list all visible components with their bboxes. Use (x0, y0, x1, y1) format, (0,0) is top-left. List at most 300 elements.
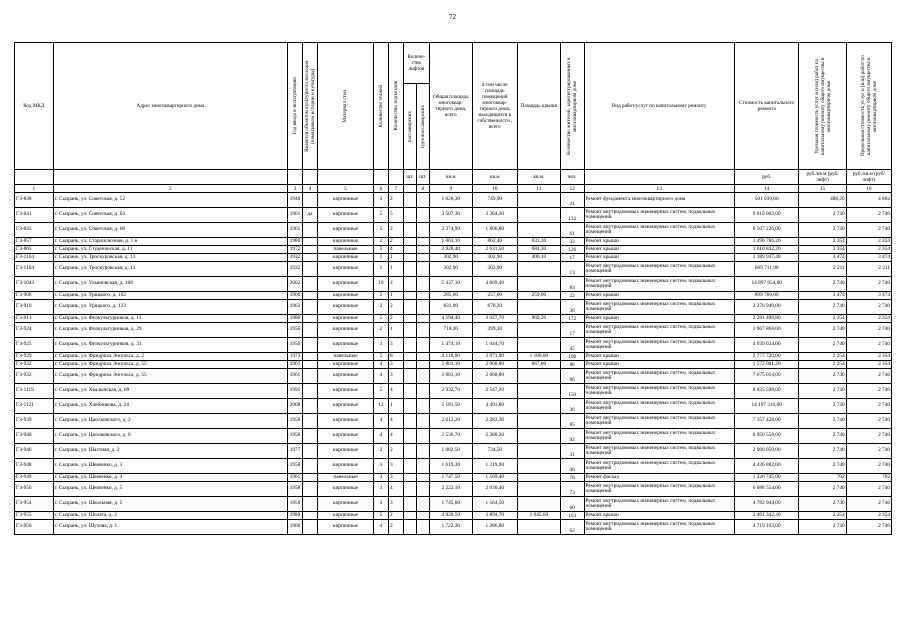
cell-lp (403, 223, 416, 238)
cell-max: 2 211 (846, 262, 891, 277)
cell-work: Ремонт крыши (584, 353, 734, 361)
cell-unit: 3 474 (799, 292, 846, 300)
cell-cost: 1 226 745,00 (734, 474, 798, 482)
header-entrances: Количество подъездов (388, 43, 403, 170)
cell-lp (403, 520, 416, 535)
cell-her (303, 262, 318, 277)
table-row (15, 238, 892, 246)
cell-unit: 2 740 (799, 482, 846, 497)
cell-id: ГЗ-641 (15, 208, 54, 223)
cell-fl: 3 (373, 459, 388, 474)
cell-work: Ремонт внутридомовых инженерных систем, подвальных помещений (584, 459, 734, 474)
cell-max: 702 (846, 474, 891, 482)
cell-her (303, 315, 318, 323)
cell-wall: кирпичные (318, 369, 374, 384)
cell-roof (517, 520, 560, 535)
cell-roof (517, 474, 560, 482)
cell-work: Ремонт внутридомовых инженерных систем, подвальных помещений (584, 399, 734, 414)
cell-addr: г. Сызрань, ул. Советская, д. 63 (53, 208, 287, 223)
cell-cost: 1 967 868,00 (734, 323, 798, 338)
cell-lp (403, 238, 416, 246)
cell-unit: 2 740 (799, 323, 846, 338)
cell-area: 5 181,50 (429, 399, 472, 414)
cell-id: ГЗ-929 (15, 353, 54, 361)
cell-work: Ремонт крыши (584, 246, 734, 254)
cell-year: 1961 (287, 369, 302, 384)
cell-work: Ремонт внутридомовых инженерных систем, подвальных помещений (584, 300, 734, 315)
column-number: 5 (318, 185, 374, 193)
page-number: 72 (449, 13, 456, 21)
cell-fl: 3 (373, 474, 388, 482)
cell-roof: 684,30 (517, 246, 560, 254)
cell-her (303, 361, 318, 369)
cell-work: Ремонт внутридомовых инженерных систем, подвальных помещений (584, 262, 734, 277)
cell-lc (416, 262, 429, 277)
cell-lc (416, 315, 429, 323)
table-row (15, 444, 892, 459)
header-roof: Площадь крыши (517, 43, 560, 170)
table-row (15, 459, 892, 474)
table-row (15, 323, 892, 338)
cell-year: 1977 (287, 444, 302, 459)
cell-area: 1 474,10 (429, 338, 472, 353)
cell-wall: кирпичные (318, 361, 374, 369)
cell-lp (403, 262, 416, 277)
table-row (15, 292, 892, 300)
cell-year: 1958 (287, 482, 302, 497)
table-row (15, 315, 892, 323)
cell-own: 862,40 (472, 238, 517, 246)
cell-unit: 2 740 (799, 300, 846, 315)
cell-own: 2 030,40 (472, 482, 517, 497)
cell-cost: 4 039 034,00 (734, 338, 798, 353)
cell-res: 17 (560, 254, 584, 262)
table-row (15, 429, 892, 444)
cell-her (303, 512, 318, 520)
cell-cost: 2 966 050,00 (734, 444, 798, 459)
cell-res: 73 (560, 482, 584, 497)
cell-work: Ремонт внутридомовых инженерных систем, подвальных помещений (584, 497, 734, 512)
cell-id: ГЗ-940 (15, 429, 54, 444)
cell-fl: 5 (373, 208, 388, 223)
cell-id: ГЗ-948 (15, 459, 54, 474)
cell-unit: 2 740 (799, 277, 846, 292)
cell-lp (403, 208, 416, 223)
cell-year: 1958 (287, 459, 302, 474)
table-row (15, 223, 892, 238)
cell-addr: г. Сызрань, ул. Физкультурников, д. 29 (53, 323, 287, 338)
cell-area: 1 747,50 (429, 474, 472, 482)
cell-area: 718,20 (429, 323, 472, 338)
cell-id: ГЗ-1104 (15, 254, 54, 262)
cell-roof: 400,10 (517, 254, 560, 262)
cell-lp (403, 277, 416, 292)
cell-work: Ремонт внутридомовых инженерных систем, подвальных помещений (584, 444, 734, 459)
cell-lc (416, 300, 429, 315)
column-number: 11 (517, 185, 560, 193)
cell-wall: кирпичные (318, 338, 374, 353)
cell-ent: 3 (388, 338, 403, 353)
cell-work: Ремонт внутридомовых инженерных систем, подвальных помещений (584, 323, 734, 338)
cell-id: ГЗ-932 (15, 369, 54, 384)
cell-her (303, 520, 318, 535)
column-number: 10 (472, 185, 517, 193)
cell-wall: кирпичные (318, 520, 374, 535)
cell-res: 83 (560, 277, 584, 292)
cell-max: 2 354 (846, 238, 891, 246)
cell-addr: г. Сызрань, ул. Физкультурников, д. 31 (53, 338, 287, 353)
cell-roof (517, 459, 560, 474)
cell-roof (517, 277, 560, 292)
cell-area: 4 118,60 (429, 353, 472, 361)
cell-cost: 6 950 558,00 (734, 429, 798, 444)
cell-addr: г. Сызрань, ул. Хлебникова, д. 24 (53, 399, 287, 414)
cell-lp (403, 474, 416, 482)
cell-roof: 667,80 (517, 361, 560, 369)
cell-unit: 2 354 (799, 238, 846, 246)
cell-res: 36 (560, 300, 584, 315)
cell-her (303, 223, 318, 238)
cell-wall: кирпичные (318, 223, 374, 238)
column-number: 14 (734, 185, 798, 193)
cell-id: ГЗ-939 (15, 414, 54, 429)
cell-res: 13 (560, 262, 584, 277)
table-row (15, 474, 892, 482)
cell-addr: г. Сызрань, ул. Троскуровская, д. 13 (53, 254, 287, 262)
cell-ent: 1 (388, 254, 403, 262)
cell-wall: кирпичные (318, 262, 374, 277)
cell-addr: г. Сызрань, ул. Урицкого, д. 123 (53, 300, 287, 315)
cell-own: 4 669,40 (472, 277, 517, 292)
cell-lp (403, 444, 416, 459)
cell-own: 1 286,80 (472, 520, 517, 535)
column-number: 9 (429, 185, 472, 193)
cell-fl: 4 (373, 520, 388, 535)
cell-her (303, 353, 318, 361)
cell-year: 1932 (287, 254, 302, 262)
cell-lp (403, 246, 416, 254)
cell-area: 2 928,40 (429, 246, 472, 254)
cell-ent: 8 (388, 353, 403, 361)
table-row (15, 254, 892, 262)
header-area-total: Общая площадь многоквар-тирного дома, всего (429, 43, 472, 170)
cell-work: Ремонт внутридомовых инженерных систем, подвальных помещений (584, 482, 734, 497)
cell-res: 46 (560, 459, 584, 474)
table-row (15, 414, 892, 429)
cell-id: ГЗ-1104 (15, 262, 54, 277)
cell-id: ГЗ-865 (15, 246, 54, 254)
cell-cost: 2 461 342,40 (734, 512, 798, 520)
cell-lp (403, 482, 416, 497)
cell-unit: 2 740 (799, 384, 846, 399)
cell-id: ГЗ-956 (15, 520, 54, 535)
header-unit-cost: Удельная стоимость услуг и (или) работ по капитальному ремонту общего имущества в многоквартирном доме (799, 43, 846, 170)
cell-roof (517, 482, 560, 497)
cell-year: 1960 (287, 520, 302, 535)
cell-wall: кирпичные (318, 208, 374, 223)
header-cost: Стоимость капитального ремонта (734, 43, 798, 170)
cell-ent: 1 (388, 399, 403, 414)
cell-res: 33 (560, 238, 584, 246)
cell-max: 2 740 (846, 384, 891, 399)
cell-ent: 3 (388, 474, 403, 482)
table-row (15, 369, 892, 384)
cell-unit: 3 474 (799, 254, 846, 262)
cell-max: 2 354 (846, 361, 891, 369)
cell-ent: 2 (388, 444, 403, 459)
cell-res: 31 (560, 444, 584, 459)
cell-her (303, 338, 318, 353)
cell-own: 1 219,90 (472, 459, 517, 474)
cell-her (303, 300, 318, 315)
cell-addr: г. Сызрань, ул. Советская, д. 52 (53, 193, 287, 208)
cell-max: 4 882 (846, 193, 891, 208)
cell-year: 1940 (287, 193, 302, 208)
cell-work: Ремонт фундамента многоквартирного дома (584, 193, 734, 208)
cell-year: 1932 (287, 262, 302, 277)
cell-lc (416, 254, 429, 262)
cell-lp (403, 292, 416, 300)
cell-own: 399,30 (472, 323, 517, 338)
cell-max: 2 740 (846, 223, 891, 238)
cell-her (303, 497, 318, 512)
cell-wall: кирпичные (318, 315, 374, 323)
cell-area: 1 619,30 (429, 459, 472, 474)
cell-id: ГЗ-932 (15, 361, 54, 369)
cell-max: 2 740 (846, 369, 891, 384)
cell-roof (517, 429, 560, 444)
cell-roof (517, 444, 560, 459)
table-row (15, 193, 892, 208)
cell-ent: 2 (388, 223, 403, 238)
cell-lp (403, 497, 416, 512)
cell-addr: г. Сызрань, ул. Шахтная, д. 2 (53, 444, 287, 459)
cell-ent: 4 (388, 384, 403, 399)
cell-her (303, 474, 318, 482)
cell-cost: 1 610 842,20 (734, 246, 798, 254)
cell-own: 302,90 (472, 262, 517, 277)
cell-max: 3 474 (846, 292, 891, 300)
cell-lc (416, 246, 429, 254)
cell-unit: 2 740 (799, 429, 846, 444)
cell-id: ГЗ-1043 (15, 277, 54, 292)
header-lift-cargo: грузопассажирских (416, 84, 429, 170)
cell-res: 45 (560, 338, 584, 353)
cell-res: 92 (560, 429, 584, 444)
header-lifts: Количе-ство лифтов (403, 43, 429, 84)
cell-work: Ремонт внутридомовых инженерных систем, подвальных помещений (584, 429, 734, 444)
cell-addr: г. Сызрань, ул. Школьная, д. 5 (53, 497, 287, 512)
header-max-cost: Предельная стоимость услуг и (или) работ по капитальному ремонту общего имущества в многоквартирном доме (846, 43, 891, 170)
cell-addr: г. Сызрань, ул. Шевченко, д. 5 (53, 482, 287, 497)
cell-year: 1995 (287, 384, 302, 399)
cell-addr: г. Сызрань, ул. Советская, д. 68 (53, 223, 287, 238)
cell-cost: 14 197 310,00 (734, 399, 798, 414)
cell-her (303, 369, 318, 384)
column-number: 7 (388, 185, 403, 193)
cell-year: 1961 (287, 474, 302, 482)
cell-ent: 3 (388, 497, 403, 512)
cell-cost: 4 782 944,00 (734, 497, 798, 512)
cell-own: 2 060,80 (472, 369, 517, 384)
cell-lp (403, 414, 416, 429)
cell-lp (403, 384, 416, 399)
cell-ent: 2 (388, 277, 403, 292)
cell-unit: 2 740 (799, 338, 846, 353)
unit-14: руб. (734, 170, 798, 185)
cell-unit: 2 740 (799, 520, 846, 535)
cell-year: 1963 (287, 300, 302, 315)
table-row (15, 277, 892, 292)
cell-own: 302,90 (472, 254, 517, 262)
cell-own: 734,50 (472, 444, 517, 459)
cell-cost: 8 035 598,00 (734, 384, 798, 399)
cell-her (303, 323, 318, 338)
cell-fl: 5 (373, 512, 388, 520)
cell-unit: 2 211 (799, 262, 846, 277)
cell-lc (416, 353, 429, 361)
cell-work: Ремонт крыши (584, 292, 734, 300)
cell-wall: кирпичные (318, 482, 374, 497)
cell-ent: 4 (388, 429, 403, 444)
cell-max: 2 740 (846, 323, 891, 338)
cell-max: 2 740 (846, 208, 891, 223)
cell-own: 1 564,50 (472, 497, 517, 512)
cell-res: 163 (560, 512, 584, 520)
cell-lc (416, 482, 429, 497)
cell-cost: 14 897 654,00 (734, 277, 798, 292)
cell-area: 4 594,40 (429, 315, 472, 323)
cell-wall: панельные (318, 246, 374, 254)
cell-cost: 9 610 002,00 (734, 208, 798, 223)
cell-cost: 501 039,66 (734, 193, 798, 208)
cell-unit: 2 354 (799, 353, 846, 361)
cell-res: 150 (560, 384, 584, 399)
cell-unit: 2 740 (799, 223, 846, 238)
cell-her (303, 399, 318, 414)
cell-year: 1980 (287, 238, 302, 246)
unit-12: чел. (560, 170, 584, 185)
cell-lp (403, 361, 416, 369)
column-number: 16 (846, 185, 891, 193)
cell-lp (403, 315, 416, 323)
column-number-blank (403, 185, 416, 193)
unit-9: кв.м (429, 170, 472, 185)
cell-work: Ремонт крыши (584, 238, 734, 246)
cell-area: 285,60 (429, 292, 472, 300)
cell-fl: 2 (373, 444, 388, 459)
column-number: 4 (303, 185, 318, 193)
cell-wall: кирпичные (318, 497, 374, 512)
cell-addr: г. Сызрань, ул. Хвалынская, д. 89 (53, 384, 287, 399)
cell-lp (403, 338, 416, 353)
cell-own: 4 491,80 (472, 399, 517, 414)
cell-her (303, 254, 318, 262)
cell-cost: 1 572 001,20 (734, 361, 798, 369)
table-row (15, 262, 892, 277)
cell-cost: 1 189 947,40 (734, 254, 798, 262)
cell-lp (403, 300, 416, 315)
cell-res: 61 (560, 223, 584, 238)
table-row (15, 497, 892, 512)
cell-work: Ремонт крыши (584, 361, 734, 369)
table-row (15, 246, 892, 254)
capital-repair-table (14, 42, 892, 535)
cell-max: 2 740 (846, 482, 891, 497)
cell-addr: г. Сызрань, ул. Фридриха Энгельса, д. 55 (53, 361, 287, 369)
cell-unit: 2 740 (799, 414, 846, 429)
cell-work: Ремонт внутридомовых инженерных систем, подвальных помещений (584, 369, 734, 384)
header-year: Год ввода в эксплуатацию (287, 43, 302, 170)
cell-cost: 1 490 786,20 (734, 238, 798, 246)
cell-id: ГЗ-925 (15, 338, 54, 353)
cell-year: 1972 (287, 246, 302, 254)
cell-roof: 1 045,60 (517, 512, 560, 520)
cell-area: 1 722,30 (429, 520, 472, 535)
header-address: Адрес многоквартирного дома (53, 43, 287, 170)
cell-her (303, 238, 318, 246)
cell-lp (403, 193, 416, 208)
cell-year: 1980 (287, 315, 302, 323)
column-number: 8 (416, 185, 429, 193)
cell-year: 1960 (287, 292, 302, 300)
cell-lc (416, 292, 429, 300)
cell-unit: 2 354 (799, 315, 846, 323)
cell-ent: 4 (388, 414, 403, 429)
cell-ent: 3 (388, 459, 403, 474)
header-lift-pass: пассажирских (403, 84, 416, 170)
unit-8: шт. (416, 170, 429, 185)
header-wall: Материал стен (318, 43, 374, 170)
cell-addr: г. Сызрань, ул. Старошлюзная, д. 1 в (53, 238, 287, 246)
cell-lc (416, 193, 429, 208)
cell-work: Ремонт внутридомовых инженерных систем, подвальных помещений (584, 384, 734, 399)
cell-unit: 2 740 (799, 399, 846, 414)
cell-id: ГЗ-913 (15, 315, 54, 323)
table-row (15, 300, 892, 315)
cell-ent: 1 (388, 262, 403, 277)
cell-max: 2 354 (846, 353, 891, 361)
cell-lp (403, 323, 416, 338)
cell-wall: панельные (318, 353, 374, 361)
unit-15: руб./кв.м (руб/лифт) (799, 170, 846, 185)
cell-addr: г. Сызрань, ул. Шевченко, д. 3 (53, 459, 287, 474)
cell-lp (403, 353, 416, 361)
table-row (15, 353, 892, 361)
cell-lc (416, 384, 429, 399)
cell-addr: г. Сызрань, ул. Студенческая, д. 11 (53, 246, 287, 254)
cell-id: ГЗ-843 (15, 223, 54, 238)
cell-own: 2 380,30 (472, 429, 517, 444)
cell-fl: 5 (373, 384, 388, 399)
cell-her (303, 277, 318, 292)
cell-max: 2 740 (846, 497, 891, 512)
cell-cost: 2 276 940,00 (734, 300, 798, 315)
cell-ent: 5 (388, 208, 403, 223)
cell-res: 17 (560, 323, 584, 338)
cell-lc (416, 429, 429, 444)
cell-roof (517, 338, 560, 353)
cell-year: 1973 (287, 353, 302, 361)
cell-max: 2 354 (846, 512, 891, 520)
cell-area: 4 820,50 (429, 512, 472, 520)
cell-res: 86 (560, 369, 584, 384)
cell-own: 3 364,30 (472, 208, 517, 223)
column-number: 13 (584, 185, 734, 193)
cell-cost: 7 157 428,00 (734, 414, 798, 429)
cell-her (303, 193, 318, 208)
cell-lc (416, 208, 429, 223)
